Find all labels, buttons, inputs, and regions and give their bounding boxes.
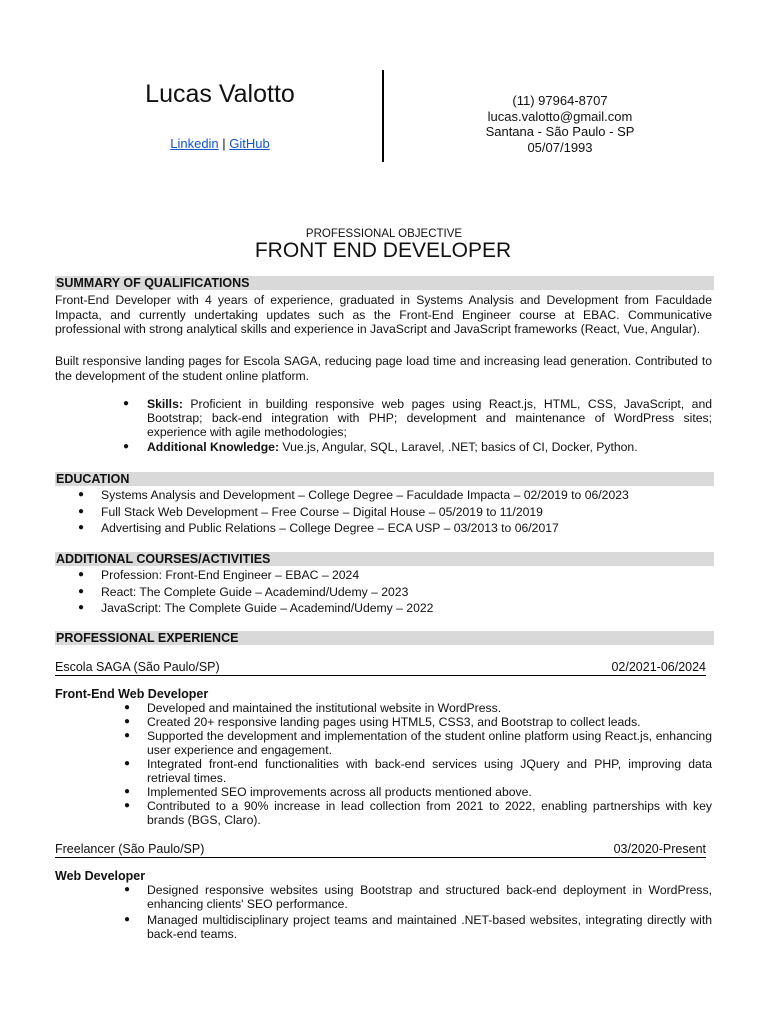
bullet-icon: ●	[124, 800, 131, 811]
summary-bullet-list	[123, 397, 712, 455]
job-bullet-list	[124, 883, 712, 941]
github-link[interactable]: GitHub	[229, 136, 270, 151]
candidate-name: Lucas Valotto	[145, 80, 295, 108]
objective-title: FRONT END DEVELOPER	[254, 239, 512, 262]
company-name: Escola SAGA (São Paulo/SP)	[55, 660, 220, 674]
birthdate: 05/07/1993	[527, 139, 593, 155]
bullet-icon: ●	[124, 730, 131, 741]
summary-paragraph-1: Front-End Developer with 4 years of experience, graduated in Systems Analysis and Development from Faculdade Impacta, and currently undertaking updates such as the Front-End Engineer course at EBAC. Communicative professional with strong analytical skills and experience in JavaScript and JavaScript frameworks (React, Vue, Angular).	[55, 293, 712, 337]
education-item: ● Advertising and Public Relations – College Degree – ECA USP – 03/2013 to 06/2017	[78, 521, 559, 535]
bullet-icon: ●	[124, 702, 131, 713]
experience-heading: PROFESSIONAL EXPERIENCE	[55, 631, 714, 645]
knowledge-bullet	[123, 440, 712, 454]
bullet-icon: ●	[124, 884, 131, 895]
course-item: ● JavaScript: The Complete Guide – Academind/Udemy – 2022	[78, 601, 434, 615]
bullet-icon: ●	[78, 505, 85, 517]
skills-label: Skills:	[147, 397, 183, 411]
job-bullet: ● Developed and maintained the institutional website in WordPress.	[124, 701, 502, 715]
summary-heading: SUMMARY OF QUALIFICATIONS	[55, 276, 714, 290]
skills-bullet	[123, 397, 712, 439]
bullet-icon: ●	[123, 441, 130, 452]
contact-info	[460, 93, 660, 155]
bullet-icon: ●	[78, 489, 85, 500]
job-bullet: ● Designed responsive websites using Bootstrap and structured back-end deployment in WordPress, enhancing clients' SEO performance.	[124, 883, 712, 911]
job-role: Web Developer	[55, 869, 146, 883]
job-bullet: ● Managed multidisciplinary project teams and maintained .NET-based websites, integrating directly with back-end teams.	[124, 913, 712, 941]
job-bullet: ● Supported the development and implementation of the student online platform using React.js, enhancing user experience and engagement.	[124, 729, 712, 757]
profile-links	[120, 136, 320, 152]
bullet-icon: ●	[123, 398, 130, 409]
job-header	[55, 660, 706, 676]
courses-heading: ADDITIONAL COURSES/ACTIVITIES	[55, 552, 714, 566]
bullet-icon: ●	[78, 522, 85, 533]
job-role: Front-End Web Developer	[55, 687, 209, 701]
job-bullet-list	[124, 701, 712, 827]
job-bullet: ● Created 20+ responsive landing pages using HTML5, CSS3, and Bootstrap to collect leads.	[124, 715, 641, 729]
job-dates: 02/2021-06/2024	[611, 660, 706, 674]
objective-label: PROFESSIONAL OBJECTIVE	[305, 228, 463, 240]
skills-text: Proficient in building responsive web pages using React.js, HTML, CSS, JavaScript, and Bootstrap; back-end integration with PHP; development and maintenance of WordPress sites; experience with agile methodologies;	[147, 397, 712, 439]
bullet-icon: ●	[78, 585, 85, 597]
bullet-icon: ●	[124, 786, 131, 797]
location: Santana - São Paulo - SP	[485, 124, 635, 139]
education-list	[78, 488, 712, 538]
job-bullet: ● Implemented SEO improvements across all products mentioned above.	[124, 785, 532, 799]
course-item: ● Profession: Front-End Engineer – EBAC – 2024	[78, 568, 360, 582]
job-bullet: ● Contributed to a 90% increase in lead collection from 2021 to 2022, enabling partnerships with key brands (BGS, Claro).	[124, 799, 712, 827]
bullet-icon: ●	[124, 758, 131, 769]
job-header	[55, 842, 706, 858]
education-item: ● Full Stack Web Development – Free Course – Digital House – 05/2019 to 11/2019	[78, 504, 543, 519]
summary-paragraph-2: Built responsive landing pages for Escola SAGA, reducing page load time and increasing lead generation. Contributed to the development of the student online platform.	[55, 354, 712, 383]
education-heading: EDUCATION	[55, 472, 714, 486]
bullet-icon: ●	[124, 914, 131, 925]
link-separator: |	[218, 136, 230, 151]
header-divider	[382, 70, 384, 162]
education-item: ● Systems Analysis and Development – College Degree – Faculdade Impacta – 02/2019 to 06/2023	[78, 488, 629, 502]
bullet-icon: ●	[78, 569, 85, 580]
phone-number: (11) 97964-8707	[512, 93, 608, 108]
knowledge-text: Vue.js, Angular, SQL, Laravel, .NET; basics of CI, Docker, Python.	[279, 440, 638, 454]
linkedin-link[interactable]: Linkedin	[170, 136, 219, 151]
bullet-icon: ●	[78, 602, 85, 613]
courses-list	[78, 568, 712, 618]
course-item: ● React: The Complete Guide – Academind/Udemy – 2023	[78, 584, 409, 599]
knowledge-label: Additional Knowledge:	[147, 440, 280, 454]
company-name: Freelancer (São Paulo/SP)	[55, 842, 205, 856]
job-dates: 03/2020-Present	[613, 842, 706, 856]
bullet-icon: ●	[124, 716, 131, 727]
email-address: lucas.valotto@gmail.com	[487, 108, 633, 124]
job-bullet: ● Integrated front-end functionalities with back-end services using JQuery and PHP, improving data retrieval times.	[124, 757, 712, 785]
